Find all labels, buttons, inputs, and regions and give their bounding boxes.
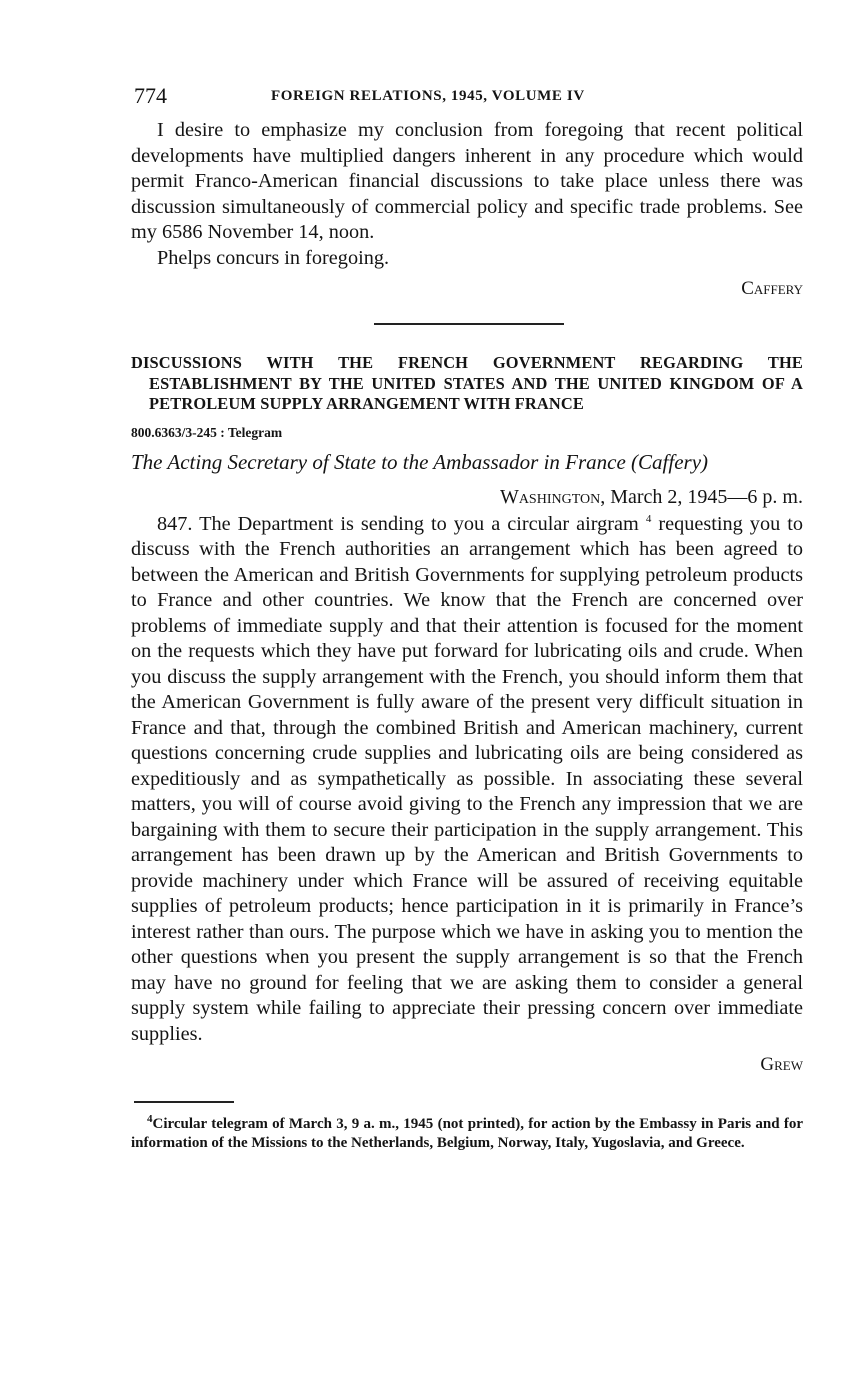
signature-caffery: Caffery bbox=[741, 278, 803, 299]
page-number: 774 bbox=[134, 83, 167, 108]
file-reference: 800.6363/3-245 : Telegram bbox=[131, 424, 283, 440]
dateline bbox=[131, 484, 803, 510]
footnote-text: Circular telegram of March 3, 9 a. m., 1945 (not printed), for action by the Embassy in Paris and for information of the Missions to the Netherlands, Belgium, Norway, Italy, Yugoslavia, and Greece. bbox=[131, 1116, 803, 1151]
dateline-date: March 2, 1945—6 p. m. bbox=[605, 485, 803, 508]
running-header bbox=[131, 80, 803, 114]
paragraph-phelps-concurs: Phelps concurs in foregoing. bbox=[157, 246, 390, 269]
telegram-body-start: 847. The Department is sending to you a circular airgram bbox=[157, 512, 646, 535]
footnote-divider bbox=[134, 1101, 234, 1103]
document-title-name: Caffery bbox=[638, 449, 702, 474]
document-title-text: The Acting Secretary of State to the Ambassador in France ( bbox=[131, 449, 639, 474]
document-title-close: ) bbox=[701, 449, 709, 474]
footnote bbox=[131, 1115, 803, 1152]
section-heading: DISCUSSIONS WITH THE FRENCH GOVERNMENT REGARDING THE ESTABLISHMENT BY THE UNITED STATES AND THE UNITED KINGDOM OF A PETROLEUM SUPPLY ARRANGEMENT WITH FRANCE bbox=[131, 353, 803, 413]
document-page bbox=[131, 80, 803, 1152]
document-title bbox=[131, 448, 803, 476]
footnote-reference[interactable]: 4 bbox=[645, 512, 652, 525]
footnote-marker: 4 bbox=[147, 1113, 153, 1125]
telegram-body bbox=[131, 512, 803, 1048]
section-divider bbox=[374, 323, 564, 325]
paragraph-conclusion: I desire to emphasize my conclusion from foregoing that recent political developments have multiplied dangers inherent in any procedure which would permit Franco-American financial discussions to take place unless there was discussion simultaneously of commercial policy and specific trade problems. See my 6586 November 14, noon. bbox=[131, 119, 803, 243]
telegram-body-rest: requesting you to discuss with the French authorities an arrangement which has been agreed to between the American and British Governments for supplying petroleum products to France and other countries. We know that the French are concerned over problems of immediate supply and that their attention is focused for the moment on the requests which they have put forward for lubricating oils and crude. When you discuss the supply arrangement with the French, you should inform them that the American Government is fully aware of the present very difficult situation in France and that, through the combined British and American machinery, current questions concerning crude supplies and lubricating oils are being considered as expeditiously and as sympathetically as possible. In associating these several matters, you will of course avoid giving to the French any impression that we are bargaining with them to secure their participation in the supply arrangement. This arrangement has been drawn up by the American and British Governments to provide machinery under which France will be assured of receiving equitable supplies of petroleum products; hence participation in it is primarily in France’s interest rather than ours. The purpose which we have in asking you to mention the other questions when you present the supply arrangement is so that the French may have no ground for feeling that we are asking them to consider a general supply system while failing to appreciate their pressing concern over immediate supplies. bbox=[131, 512, 804, 1045]
dateline-place: Washington, bbox=[499, 485, 606, 508]
signature-grew: Grew bbox=[760, 1054, 803, 1075]
running-title: FOREIGN RELATIONS, 1945, VOLUME IV bbox=[271, 88, 585, 104]
